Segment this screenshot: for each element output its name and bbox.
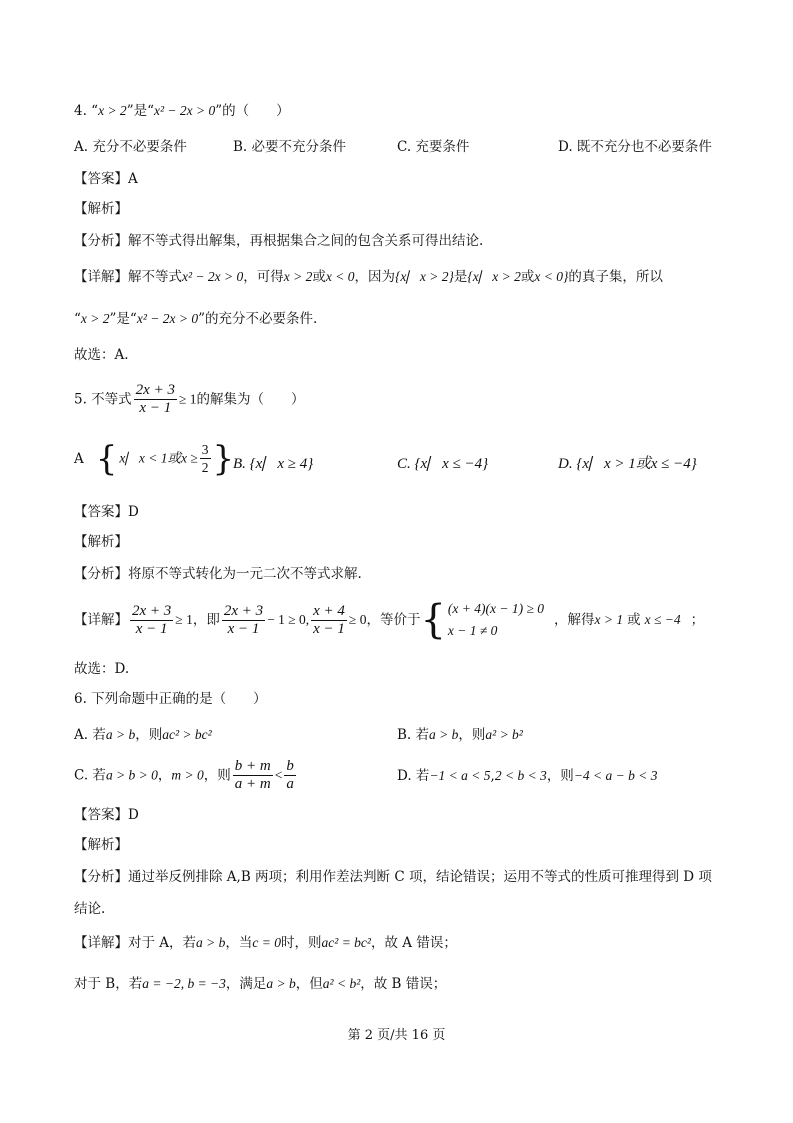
close-brace-icon: }: [212, 438, 235, 479]
frac-numerator: 2x + 3: [132, 602, 172, 619]
q6-text: ，当: [225, 935, 253, 951]
q5-option-a-den: 2: [201, 460, 209, 475]
q6-math: a > b > 0: [105, 767, 158, 783]
q6-math: −4 < a − b < 3: [573, 768, 658, 783]
q6-option-c-frac-2: [284, 758, 296, 793]
q6-text: ，满足: [225, 976, 267, 992]
q6-answer: 【答案】D: [74, 807, 139, 823]
q6-option-c-frac-1: [233, 758, 273, 793]
q5-option-a-num: 3: [201, 442, 209, 457]
frac-numerator: x + 4: [313, 602, 345, 619]
q5-answer: 【答案】D: [74, 504, 139, 520]
q4-detail-text: 或: [520, 269, 535, 285]
q5-fraction-numerator: 2x + 3: [135, 382, 175, 398]
q6-math: a² < b²: [322, 976, 361, 991]
q4-set-2a: {x⎸x > 2: [467, 269, 521, 284]
q4-detail-text: ”的充分不必要条件.: [198, 311, 318, 327]
q5-option-b: B. {x⎸x ≥ 4}: [233, 456, 314, 472]
q4-choose: 故选：A.: [74, 347, 129, 363]
q6-text: ，则: [203, 767, 231, 784]
q5-fraction-denominator: x − 1: [139, 400, 172, 416]
q5-jiexi: 【解析】: [74, 534, 128, 550]
q4-set-1: {x⎸x > 2}: [394, 269, 454, 284]
q6-math: ac² > bc²: [162, 727, 212, 742]
q6-option-d: [397, 767, 658, 785]
q5-detail-text: ，解得: [554, 612, 595, 628]
q4-detail-math: x < 0: [325, 269, 355, 284]
q4-detail-text: 是: [453, 269, 468, 285]
q5-system-line-2: x − 1 ≠ 0: [447, 623, 498, 638]
q4-detail-text: 或: [312, 269, 326, 285]
q5-choose: 故选：D.: [74, 661, 130, 677]
q4-detail-text: ”是“: [109, 311, 137, 327]
q5-solution-2: x ≤ −4: [644, 612, 681, 627]
q5-detail: [74, 598, 704, 642]
q6-option-a: [74, 726, 212, 744]
q4-detail-text: ，可得: [243, 269, 284, 285]
q6-math: a² > b²: [485, 727, 523, 742]
q6-text: ，故 A 错误；: [370, 935, 457, 951]
q5-detail-frac-3: [311, 603, 347, 638]
q6-text: B. 若: [397, 727, 430, 743]
q5-detail-ineq: ≥ 1: [175, 612, 193, 627]
q4-answer: 【答案】A: [74, 171, 138, 187]
q5-fenxi: 【分析】将原不等式转化为一元二次不等式求解.: [74, 566, 362, 582]
q5-option-c: C. {x⎸x ≤ −4}: [397, 456, 489, 472]
q5-option-a-set: x⎸x < 1或x ≥: [119, 450, 198, 466]
q4-detail-math: x² − 2x > 0: [136, 311, 199, 326]
q6-detail-a: [74, 934, 457, 952]
q4-option-c: C. 充要条件: [397, 139, 470, 155]
page-footer: 第 2 页/共 16 页: [347, 1028, 446, 1043]
q5-stem-ineq: ≥ 1: [178, 391, 197, 407]
q5-stem-suffix: 的解集为（ ）: [196, 391, 305, 408]
q6-text: A. 若: [74, 727, 106, 743]
q4-detail-text: 【详解】解不等式: [74, 269, 182, 285]
frac-numerator: 2x + 3: [223, 602, 264, 619]
frac-denominator: x − 1: [313, 620, 345, 637]
q4-detail-text: 的真子集，所以: [568, 269, 663, 285]
q6-jiexi: 【解析】: [74, 837, 128, 853]
q4-detail-line-2: [74, 310, 317, 328]
q4-set-2b: x < 0}: [534, 269, 569, 284]
q5-detail-ineq: ≥ 0: [348, 612, 367, 627]
q6-math: m > 0: [171, 767, 204, 783]
q6-math: −1 < a < 5: [429, 768, 491, 783]
q4-detail-math: x > 2: [80, 311, 110, 326]
frac-denominator: x − 1: [227, 620, 260, 637]
q6-math: 2 < b < 3: [494, 768, 547, 783]
frac-denominator: a + m: [234, 776, 271, 792]
q6-text: ，则: [546, 768, 574, 784]
q6-math: <: [274, 767, 283, 783]
q6-text: ,: [490, 768, 495, 784]
q4-detail-math: x² − 2x > 0: [182, 269, 244, 284]
q6-math: a > b: [105, 727, 136, 742]
q6-stem: 6. 下列命题中正确的是（ ）: [74, 691, 267, 707]
q6-text: 时，则: [281, 935, 322, 951]
q5-fraction: [134, 382, 177, 417]
q5-stem-prefix: 5. 不等式: [74, 391, 132, 408]
q6-option-c: [74, 758, 298, 793]
q5-detail-text: 或: [627, 612, 641, 628]
q5-option-d: D. {x⎸x > 1或x ≤ −4}: [558, 456, 697, 472]
q6-text: ，则: [135, 727, 163, 743]
q6-math: a > b: [429, 727, 459, 742]
q5-detail-frac-1: [130, 603, 173, 638]
q6-text: C. 若: [74, 767, 106, 784]
q6-text: ，故 B 错误；: [360, 976, 447, 992]
q6-text: D. 若: [397, 768, 430, 784]
frac-numerator: b: [286, 758, 294, 774]
q4-option-d: D. 既不充分也不必要条件: [558, 139, 712, 155]
q4-condition-1: x > 2: [98, 103, 127, 118]
q5-detail-label: 【详解】: [74, 612, 128, 628]
q4-detail-line-1: [74, 268, 663, 286]
q4-detail-text: ，因为: [354, 269, 395, 285]
q4-condition-2: x² − 2x > 0: [154, 103, 216, 118]
q5-detail-text: ，等价于: [366, 612, 421, 628]
open-brace-icon: {: [95, 438, 118, 479]
q6-math: ac² = bc²: [321, 935, 371, 950]
frac-denominator: x − 1: [135, 620, 168, 637]
q5-option-a: [74, 438, 236, 479]
q5-option-a-label: A: [74, 450, 84, 467]
q5-detail-frac-2: [222, 603, 265, 638]
q4-stem-prefix: 4. “: [74, 103, 99, 119]
q4-stem: [74, 102, 290, 120]
q5-solution-1: x > 1: [594, 612, 624, 627]
q4-stem-mid: ”是“: [126, 103, 154, 119]
q6-text: ，则: [458, 727, 486, 743]
q6-detail-b: [74, 975, 446, 993]
q6-fenxi-line-2: 结论.: [74, 901, 106, 917]
q5-detail-text: ，即: [192, 612, 220, 628]
q6-math: a > b: [196, 935, 226, 950]
frac-denominator: a: [286, 776, 294, 792]
q6-math: a > b: [266, 976, 296, 991]
q4-option-a: A. 充分不必要条件: [74, 139, 187, 155]
q4-detail-math: x > 2: [283, 269, 313, 284]
q6-text: 【详解】对于 A，若: [74, 935, 197, 951]
system-brace-icon: {: [420, 597, 446, 643]
q6-fenxi-line-1: 【分析】通过举反例排除 A,B 两项；利用作差法判断 C 项，结论错误；运用不等式的性质可推理得到 D 项: [74, 869, 712, 885]
q6-option-b: [397, 726, 523, 744]
q4-stem-suffix: ”的（ ）: [215, 103, 290, 119]
q5-detail-ineq: − 1 ≥ 0,: [267, 612, 310, 627]
q4-option-b: B. 必要不充分条件: [233, 139, 347, 155]
q5-system-line-1: (x + 4)(x − 1) ≥ 0: [447, 601, 545, 616]
q5-option-a-fraction: [200, 441, 211, 476]
q4-fenxi: 【分析】解不等式得出解集，再根据集合之间的包含关系可得出结论.: [74, 233, 484, 249]
frac-numerator: b + m: [234, 758, 271, 774]
q6-text: ，: [157, 767, 172, 784]
q5-stem: [74, 382, 305, 417]
q4-jiexi: 【解析】: [74, 201, 128, 217]
q6-text: ，但: [295, 976, 323, 992]
q6-text: 对于 B，若: [74, 976, 143, 992]
q6-math: a = −2, b = −3: [142, 976, 226, 991]
q5-detail-text: ；: [690, 612, 705, 628]
q5-system: [448, 598, 544, 642]
q6-math: c = 0: [252, 935, 282, 950]
q4-detail-text: “: [74, 311, 81, 327]
